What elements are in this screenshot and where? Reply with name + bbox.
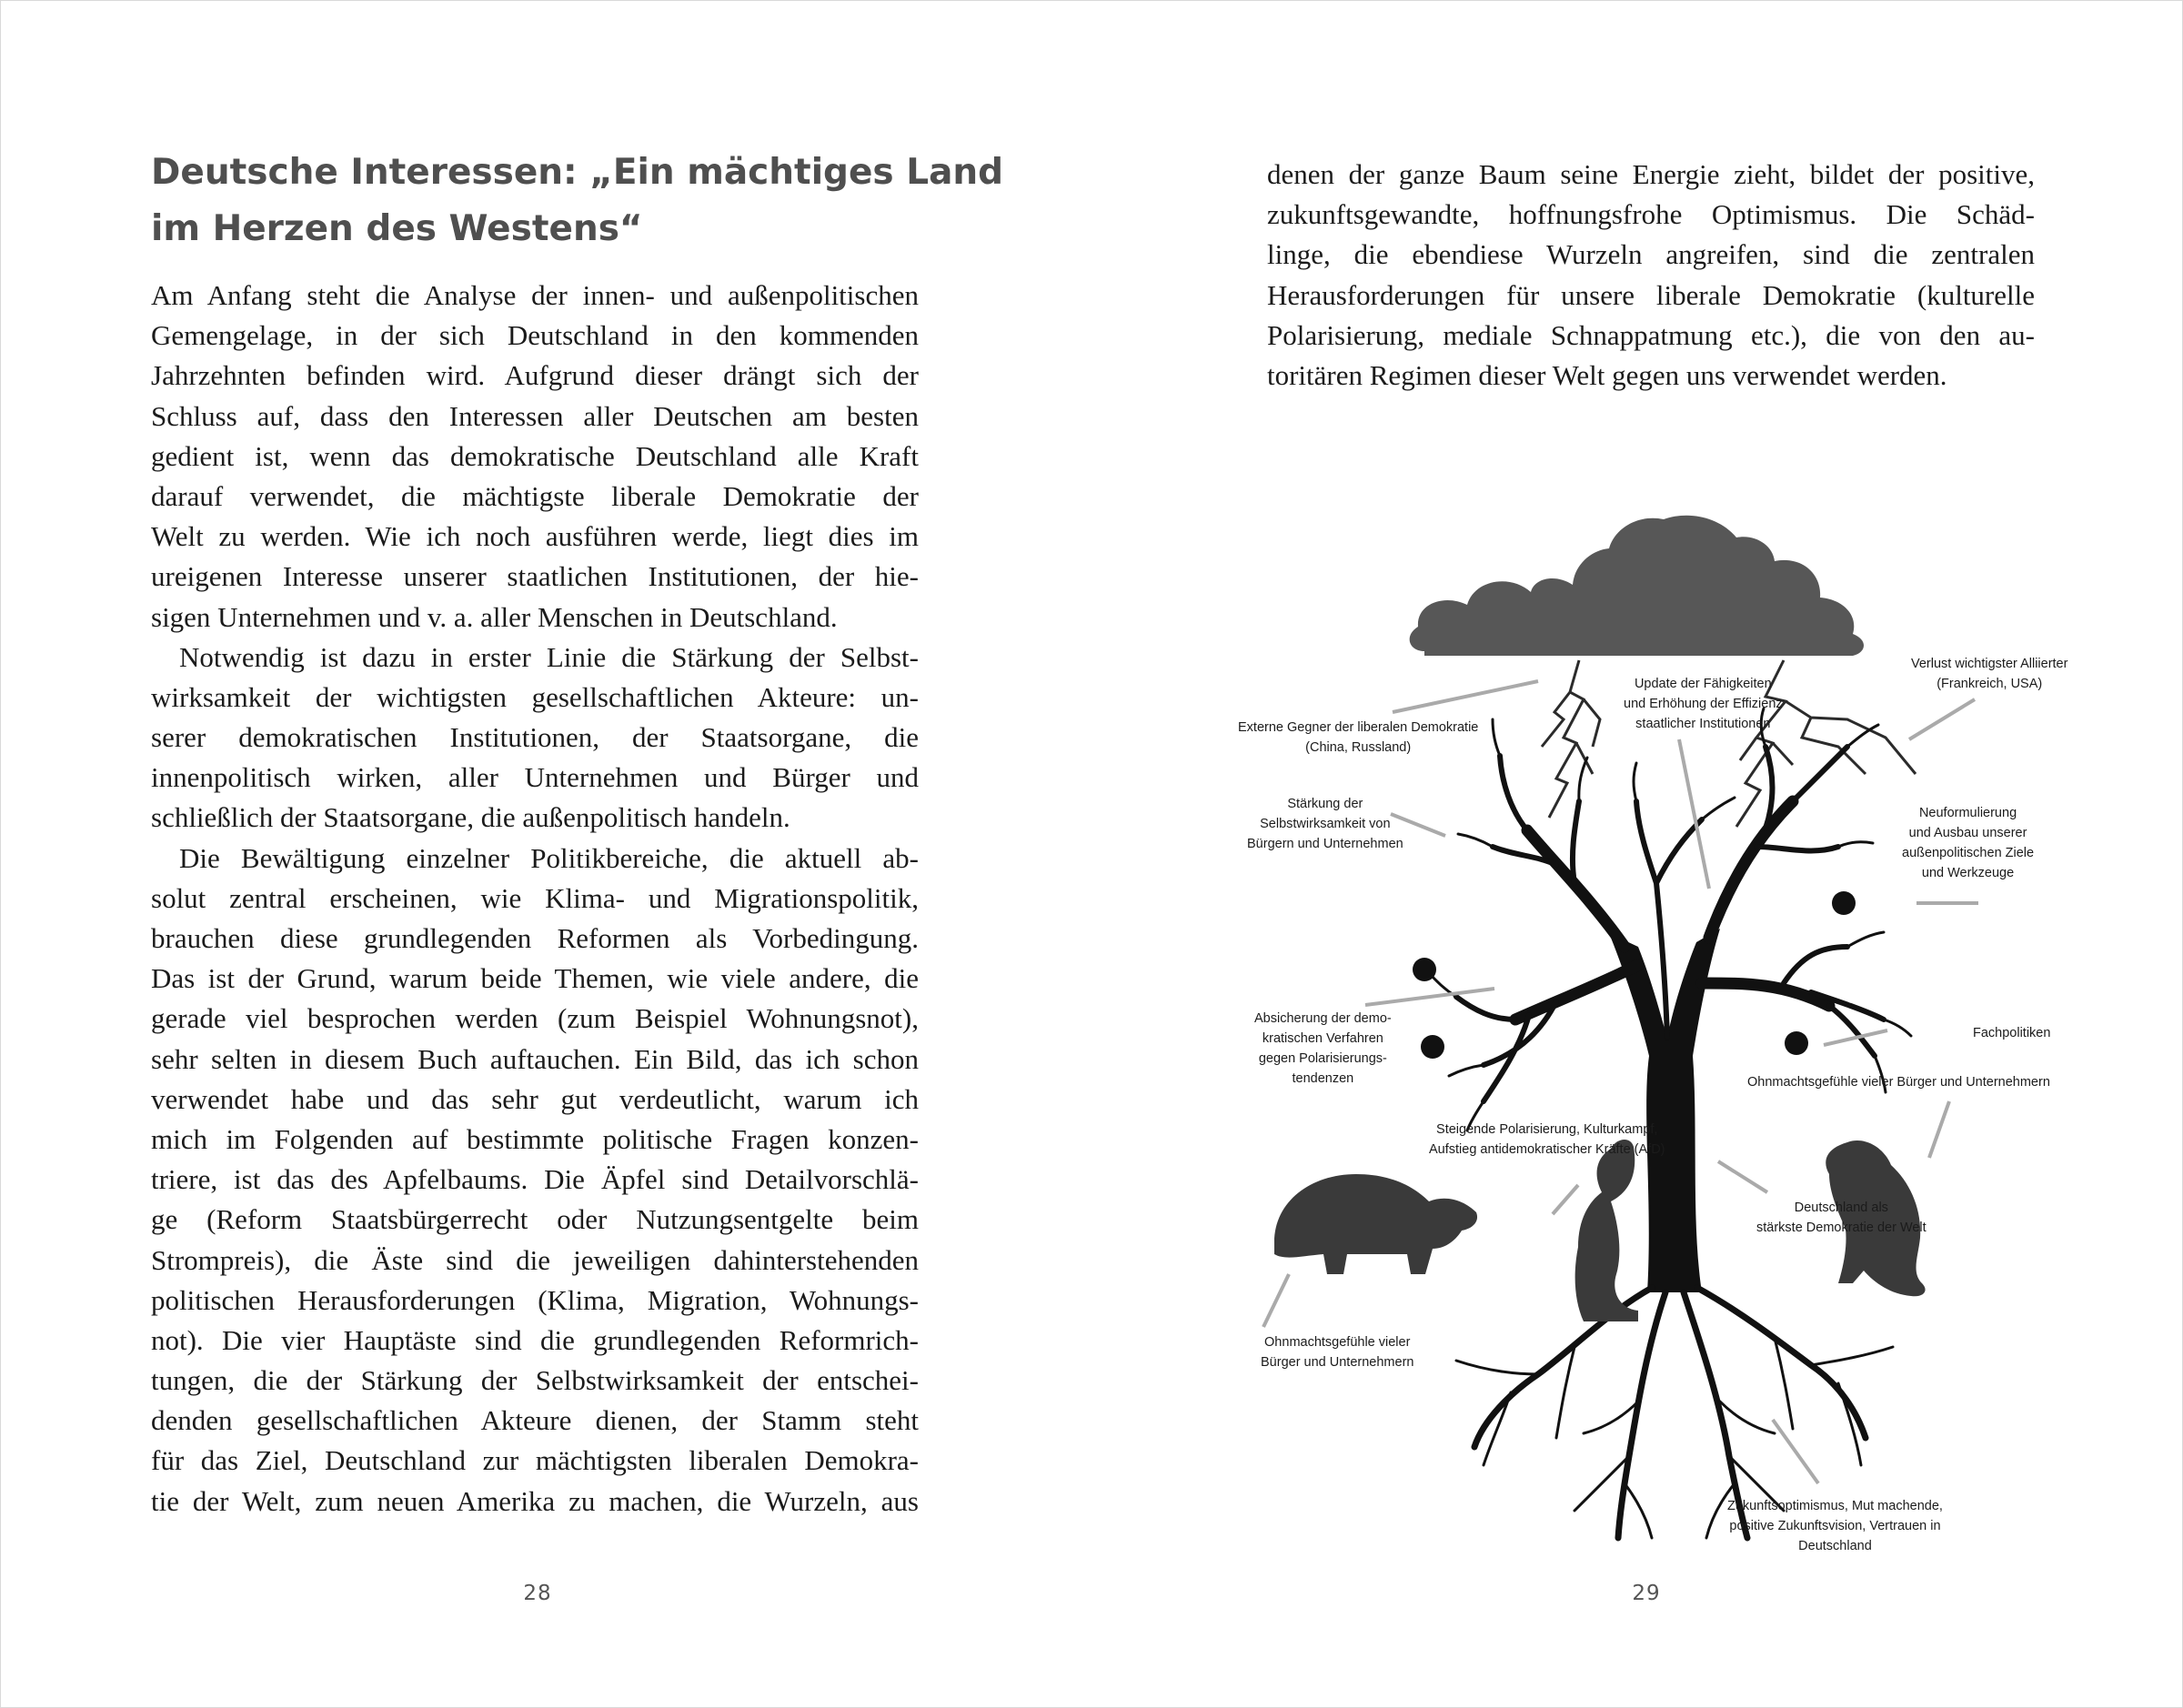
text-line: triere, ist das des Apfelbaums. Die Äpfel sind Detailvorschlä- bbox=[151, 1163, 919, 1196]
leader-line bbox=[1679, 739, 1709, 889]
label-line: Steigende Polarisierung, Kulturkampf, bbox=[1436, 1122, 1658, 1137]
text-line: sigen Unternehmen und v. a. aller Menschen in Deutschland. bbox=[151, 600, 838, 633]
label-line: Ohnmachtsgefühle vieler Bürger und Unternehmern bbox=[1747, 1075, 2050, 1090]
left-body-text bbox=[151, 276, 919, 1522]
label-line: gegen Polarisierungs- bbox=[1258, 1051, 1387, 1066]
text-line: wirksamkeit der wichtigsten gesellschaftlichen Akteure: un- bbox=[151, 680, 919, 713]
label-line: und Werkzeuge bbox=[1921, 866, 2015, 880]
leader-line bbox=[1365, 989, 1494, 1005]
label-line: Bürgern und Unternehmen bbox=[1247, 837, 1403, 851]
text-line: Die Bewältigung einzelner Politikbereiche, die aktuell ab- bbox=[179, 841, 919, 874]
label-steigende-polarisierung bbox=[1429, 1120, 1665, 1160]
label-update bbox=[1624, 674, 1783, 734]
label-line: tendenzen bbox=[1292, 1071, 1354, 1086]
label-line: Bürger und Unternehmern bbox=[1261, 1355, 1414, 1370]
label-line: außenpolitischen Ziele bbox=[1902, 846, 2035, 860]
text-line: mich im Folgenden auf bestimmte politische Fragen konzen- bbox=[151, 1122, 919, 1155]
leader-line bbox=[1909, 699, 1975, 739]
page-left bbox=[1, 1, 1092, 1707]
text-line: Welt zu werden. Wie ich noch ausführen werde, liegt dies im bbox=[151, 520, 919, 553]
heading-line: Deutsche Interessen: „Ein mächtiges Land bbox=[151, 152, 1004, 193]
label-line: Stärkung der bbox=[1287, 797, 1363, 811]
apple-icon bbox=[1785, 1031, 1808, 1055]
page-number: 29 bbox=[1632, 1582, 1661, 1605]
text-line: tungen, die der Stärkung der Selbstwirksamkeit der entschei- bbox=[151, 1364, 919, 1397]
label-line: Deutschland als bbox=[1794, 1201, 1888, 1215]
text-line: Polarisierung, mediale Schnappatmung etc.), die von den au- bbox=[1267, 318, 2035, 351]
text-line: Gemengelage, in der sich Deutschland in den kommenden bbox=[151, 319, 919, 352]
text-line: Notwendig ist dazu in erster Linie die Stärkung der Selbst- bbox=[179, 640, 919, 673]
text-line: linge, die ebendiese Wurzeln angreifen, sind die zentralen bbox=[1267, 238, 2035, 271]
label-staerkung bbox=[1247, 794, 1403, 854]
label-line: kratischen Verfahren bbox=[1262, 1031, 1383, 1046]
raccoon-left-icon bbox=[1274, 1174, 1477, 1274]
label-ohnmacht-right bbox=[1747, 1072, 2050, 1092]
cloud-shape bbox=[1410, 516, 1864, 656]
label-line: Ohnmachtsgefühle vieler bbox=[1264, 1335, 1411, 1350]
text-line: zukunftsgewandte, hoffnungsfrohe Optimismus. Die Schäd- bbox=[1267, 198, 2035, 231]
label-deutschland bbox=[1756, 1198, 1926, 1238]
text-line: für das Ziel, Deutschland zur mächtigsten liberalen Demokra- bbox=[151, 1444, 919, 1477]
text-line: gerade viel besprochen werden (zum Beispiel Wohnungsnot), bbox=[151, 1002, 919, 1035]
text-line: gedient ist, wenn das demokratische Deutschland alle Kraft bbox=[151, 439, 919, 472]
label-line: Absicherung der demo- bbox=[1254, 1011, 1392, 1026]
label-line: (China, Russland) bbox=[1305, 740, 1412, 755]
text-line: Strompreis), die Äste sind die jeweiligen dahinterstehenden bbox=[151, 1243, 919, 1276]
storm-cloud-icon bbox=[1410, 516, 1864, 656]
leader-line bbox=[1393, 681, 1538, 712]
text-line: brauchen diese grundlegenden Reformen als Vorbedingung. bbox=[151, 922, 919, 954]
text-line: ureigenen Interesse unserer staatlichen Institutionen, der hie- bbox=[151, 560, 919, 593]
label-line: Deutschland bbox=[1798, 1539, 1872, 1553]
text-line: Schluss auf, dass den Interessen aller Deutschen am besten bbox=[151, 399, 919, 432]
label-line: Neuformulierung bbox=[1918, 806, 2017, 820]
text-line: darauf verwendet, die mächtigste liberale Demokratie der bbox=[151, 479, 919, 512]
text-line: Das ist der Grund, warum beide Themen, wie viele andere, die bbox=[151, 962, 919, 995]
label-line: positive Zukunftsvision, Vertrauen in bbox=[1729, 1519, 1941, 1533]
text-line: ge (Reform Staatsbürgerrecht oder Nutzungsentgelte beim bbox=[151, 1203, 919, 1236]
text-line: politischen Herausforderungen (Klima, Migration, Wohnungs- bbox=[151, 1283, 919, 1316]
lightning-left-icon bbox=[1542, 660, 1600, 818]
label-line: Fachpolitiken bbox=[1973, 1026, 2051, 1040]
text-line: toritären Regimen dieser Welt gegen uns verwendet werden. bbox=[1267, 358, 1947, 391]
apple-icon bbox=[1832, 891, 1856, 915]
label-line: und Erhöhung der Effizienz bbox=[1624, 697, 1783, 711]
label-neuformulierung bbox=[1902, 803, 2034, 883]
raccoon-middle-icon bbox=[1575, 1140, 1638, 1321]
text-line: innenpolitisch wirken, aller Unternehmen und Bürger und bbox=[151, 761, 919, 794]
leader-line bbox=[1718, 1161, 1767, 1192]
paragraph-2 bbox=[151, 638, 919, 839]
label-absicherung bbox=[1254, 1009, 1392, 1089]
label-line: Verlust wichtigster Alliierter bbox=[1911, 657, 2068, 671]
apple-tree-illustration bbox=[1211, 474, 2068, 1565]
text-line: schließlich der Staatsorgane, die außenpolitisch handeln. bbox=[151, 801, 790, 834]
label-line: stärkste Demokratie der Welt bbox=[1756, 1221, 1926, 1235]
text-line: denen der ganze Baum seine Energie zieht, bildet der positive, bbox=[1267, 158, 2035, 190]
leader-line bbox=[1773, 1420, 1818, 1483]
tree-branches bbox=[1515, 801, 1829, 1020]
apple-icon bbox=[1413, 958, 1436, 981]
label-verlust bbox=[1911, 654, 2067, 694]
leader-line bbox=[1263, 1274, 1289, 1327]
label-fachpolitiken bbox=[1973, 1023, 2050, 1043]
chapter-heading bbox=[151, 145, 1004, 257]
label-zukunftsoptimismus bbox=[1727, 1496, 1943, 1556]
label-line: Zukunftsoptimismus, Mut machende, bbox=[1727, 1499, 1943, 1513]
text-line: Am Anfang steht die Analyse der innen- und außenpolitischen bbox=[151, 279, 919, 311]
text-line: denden gesellschaftlichen Akteure dienen, der Stamm steht bbox=[151, 1404, 919, 1437]
text-line: verwendet habe und das sehr gut verdeutlicht, warum ich bbox=[151, 1082, 919, 1115]
label-ohnmacht-left bbox=[1261, 1332, 1413, 1372]
paragraph-1 bbox=[151, 276, 919, 638]
heading-line: im Herzen des Westens“ bbox=[151, 208, 643, 249]
text-line: tie der Welt, zum neuen Amerika zu machen, die Wurzeln, aus bbox=[151, 1484, 919, 1517]
text-line: Herausforderungen für unsere liberale Demokratie (kulturelle bbox=[1267, 278, 2035, 311]
label-line: und Ausbau unserer bbox=[1908, 826, 2027, 840]
apple-icon bbox=[1421, 1035, 1444, 1059]
label-line: (Frankreich, USA) bbox=[1937, 677, 2043, 691]
text-line: solut zentral erscheinen, wie Klima- und Migrationspolitik, bbox=[151, 881, 919, 914]
text-line: Jahrzehnten befinden wird. Aufgrund dieser drängt sich der bbox=[151, 359, 919, 392]
label-line: staatlicher Institutionen bbox=[1635, 717, 1771, 731]
label-line: Aufstieg antidemokratischer Kräfte (AfD) bbox=[1429, 1142, 1665, 1157]
text-line: serer demokratischen Institutionen, der Staatsorgane, die bbox=[151, 721, 919, 754]
label-line: Update der Fähigkeiten bbox=[1634, 677, 1772, 691]
label-line: Externe Gegner der liberalen Demokratie bbox=[1238, 720, 1479, 735]
label-line: Selbstwirksamkeit von bbox=[1260, 817, 1391, 831]
text-line: sehr selten in diesem Buch auftauchen. Ein Bild, das ich schon bbox=[151, 1042, 919, 1075]
leader-line bbox=[1553, 1185, 1578, 1214]
text-line: not). Die vier Hauptäste sind die grundlegenden Reformrich- bbox=[151, 1323, 919, 1356]
leader-line bbox=[1929, 1101, 1949, 1158]
right-body-text bbox=[1267, 155, 2035, 396]
paragraph-3 bbox=[151, 839, 919, 1522]
page-number: 28 bbox=[523, 1582, 552, 1605]
label-externe-gegner bbox=[1238, 718, 1478, 758]
